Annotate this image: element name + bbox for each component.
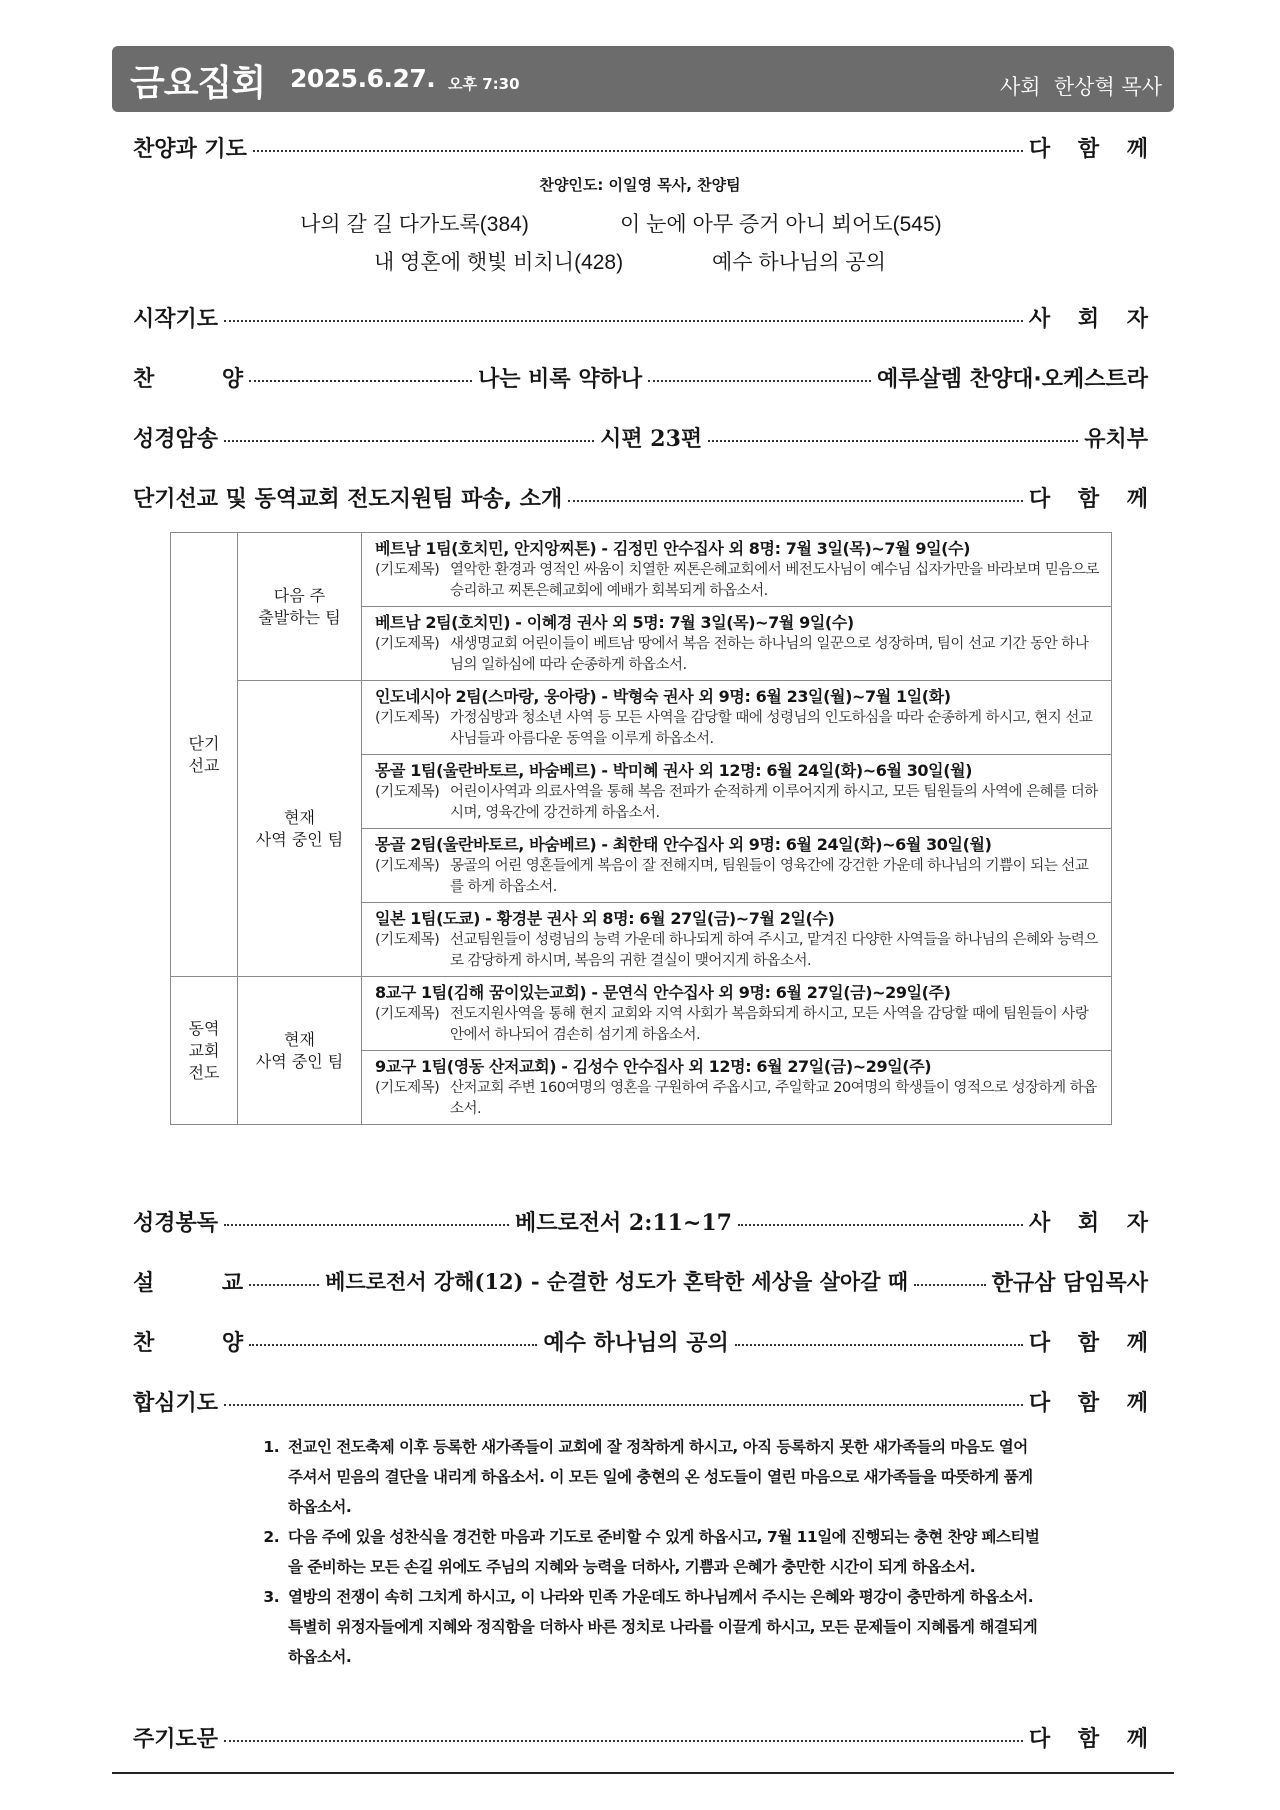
mission-team-cell: [362, 829, 1112, 903]
prayer-topic-list: [264, 1432, 1044, 1672]
song-line-2: [0, 246, 1280, 276]
prayer-text: 산저교회 주변 160여명의 영혼을 구원하여 주옵시고, 주일학교 20여명의 학생들이 영적으로 성장하게 하옵소서.: [450, 1079, 1097, 1117]
team-heading: 인도네시아 2팀(스마랑, 웅아랑) - 박형숙 권사 외 9명: 6월 23일(월)~7월 1일(화): [375, 686, 951, 706]
service-date: 2025.6.27.: [290, 64, 436, 93]
mission-team-row: [171, 533, 1112, 607]
order-middle: 시편 23편: [600, 425, 703, 452]
prayer-text: 새생명교회 어린이들이 베트남 땅에서 복음 전하는 하나님의 일꾼으로 성장하며, 팀이 선교 기간 동안 하나님의 일하심에 따라 순종하게 하옵소서.: [450, 635, 1089, 673]
prayer-topic: 1. 전교인 전도축제 이후 등록한 새가족들이 교회에 잘 정착하게 하시고, 아직 등록하지 못한 새가족들의 마음도 열어 주셔서 믿음의 결단을 내리게 하옵소서. 이 모든 일에 충현의 온 성도들이 열린 마음으로 새가족들을 따뜻하게 품게 하옵소서.: [284, 1432, 1044, 1522]
order-label: 주기도문: [133, 1726, 219, 1752]
team-heading: 베트남 1팀(호치민, 안지앙찌톤) - 김정민 안수집사 외 8명: 7월 3일(목)~7월 9일(수): [375, 538, 971, 558]
team-heading: 일본 1팀(도쿄) - 황경분 권사 외 8명: 6월 27일(금)~7월 2일(수): [375, 908, 835, 928]
prayer-tag: (기도제목): [375, 1079, 440, 1096]
team-prayer: [375, 856, 1101, 898]
team-prayer: [375, 1004, 1101, 1046]
mission-subgroup: 현재 사역 중인 팀: [238, 681, 362, 977]
team-prayer: [375, 634, 1101, 676]
song-title: 예수 하나님의 공의: [712, 251, 886, 274]
dotted-leader: [249, 380, 472, 382]
header-bar: [112, 46, 1174, 112]
order-right: 다 함 께: [1028, 1726, 1158, 1752]
mission-team-cell: [362, 977, 1112, 1051]
order-middle: 나는 비록 약하나: [478, 365, 643, 392]
team-heading: 몽골 2팀(울란바토르, 바숨베르) - 최한태 안수집사 외 9명: 6월 24일(화)~6월 30일(월): [375, 834, 992, 854]
mission-team-row: [171, 681, 1112, 755]
dotted-leader: [738, 1224, 1023, 1226]
order-lords-prayer: [133, 1720, 1158, 1754]
order-right: 유치부: [1084, 426, 1148, 452]
order-label: 합심기도: [133, 1390, 219, 1416]
prayer-topic: 3. 열방의 전쟁이 속히 그치게 하시고, 이 나라와 민족 가운데도 하나님께서 주시는 은혜와 평강이 충만하게 하옵소서. 특별히 위정자들에게 지혜와 정직함을 더하사 바른 정치로 나라를 이끌게 하시고, 모든 문제들이 지혜롭게 해결되게 하옵소서.: [284, 1582, 1044, 1672]
order-right: 한규삼 담임목사: [991, 1270, 1148, 1296]
mission-team-cell: [362, 533, 1112, 607]
prayer-text: 몽골의 어린 영혼들에게 복음이 잘 전해지며, 팀원들이 영육간에 강건한 가운데 하나님의 기쁨이 되는 선교를 하게 하옵소서.: [450, 857, 1089, 895]
order-right: 사 회 자: [1028, 1210, 1159, 1236]
dotted-leader: [224, 1224, 509, 1226]
order-right: 다 함 께: [1028, 136, 1158, 162]
mission-team-cell: [362, 607, 1112, 681]
dotted-leader: [253, 150, 1023, 152]
dotted-leader: [708, 440, 1078, 442]
team-prayer: [375, 560, 1101, 602]
order-label: 성경봉독: [133, 1210, 219, 1236]
prayer-text: 가정심방과 청소년 사역 등 모든 사역을 감당할 때에 성령님의 인도하심을 따라 순종하게 하시고, 현지 선교사님들과 아름다운 동역을 이루게 하옵소서.: [450, 709, 1093, 747]
dotted-leader: [568, 500, 1023, 502]
order-right: 사 회 자: [1028, 306, 1158, 332]
dotted-leader: [224, 440, 594, 442]
order-opening-prayer: [133, 300, 1158, 334]
dotted-leader: [224, 1740, 1023, 1742]
team-heading: 8교구 1팀(김해 꿈이있는교회) - 문연식 안수집사 외 9명: 6월 27일(금)~29일(주): [375, 982, 951, 1002]
prayer-tag: (기도제목): [375, 857, 440, 874]
order-recitation: [133, 420, 1148, 454]
mission-category: 단기 선교: [171, 533, 238, 977]
mission-subgroup: 현재 사역 중인 팀: [238, 977, 362, 1125]
dotted-leader: [648, 380, 871, 382]
order-scripture: [133, 1204, 1159, 1238]
mission-category: 동역 교회 전도: [171, 977, 238, 1125]
order-middle: 베드로전서 2:11~17: [514, 1209, 732, 1236]
song-title: 나의 갈 길 다가도록(384): [300, 213, 529, 236]
dotted-leader: [249, 1284, 319, 1286]
worship-leader: 찬양인도: 이일영 목사, 찬양팀: [539, 176, 741, 194]
prayer-text: 열악한 환경과 영적인 싸움이 치열한 찌톤은혜교회에서 베전도사님이 예수님 십자가만을 바라보며 믿음으로 승리하고 찌톤은혜교회에 예배가 회복되게 하옵소서.: [450, 561, 1099, 599]
prayer-tag: (기도제목): [375, 635, 440, 652]
team-prayer: [375, 1078, 1101, 1120]
order-right: 다 함 께: [1028, 1330, 1158, 1356]
team-heading: 9교구 1팀(영동 산저교회) - 김성수 안수집사 외 12명: 6월 27일(금)~29일(주): [375, 1056, 932, 1076]
prayer-tag: (기도제목): [375, 561, 440, 578]
dotted-leader: [224, 1404, 1023, 1406]
mission-team-table: [170, 532, 1112, 1125]
order-unison-prayer: [133, 1384, 1158, 1418]
order-middle: 베드로전서 강해(12) - 순결한 성도가 혼탁한 세상을 살아갈 때: [325, 1269, 909, 1294]
order-label: 단기선교 및 동역교회 전도지원팀 파송, 소개: [133, 486, 563, 512]
order-label: 찬 양: [133, 1330, 244, 1356]
mission-subgroup: 다음 주 출발하는 팀: [238, 533, 362, 681]
team-heading: 베트남 2팀(호치민) - 이혜경 권사 외 5명: 7월 3일(목)~7월 9일(수): [375, 612, 854, 632]
dotted-leader: [735, 1344, 1023, 1346]
bottom-rule: [112, 1772, 1174, 1774]
prayer-topic: 2. 다음 주에 있을 성찬식을 경건한 마음과 기도로 준비할 수 있게 하옵시고, 7월 11일에 진행되는 충현 찬양 페스티벌을 준비하는 모든 손길 위에도 주님의 지혜와 능력을 더하사, 기쁨과 은혜가 충만한 시간이 되게 하옵소서.: [284, 1522, 1044, 1582]
order-sending: [133, 480, 1158, 514]
team-prayer: [375, 708, 1101, 750]
team-heading: 몽골 1팀(울란바토르, 바숨베르) - 박미혜 권사 외 12명: 6월 24일(화)~6월 30일(월): [375, 760, 973, 780]
dotted-leader: [914, 1284, 986, 1286]
order-label: 찬양과 기도: [133, 136, 247, 162]
order-worship: [133, 130, 1158, 164]
prayer-tag: (기도제목): [375, 931, 440, 948]
prayer-text: 전도지원사역을 통해 현지 교회와 지역 사회가 복음화되게 하시고, 모든 사역을 감당할 때에 팀원들이 사랑 안에서 하나되어 겸손히 섬기게 하옵소서.: [450, 1005, 1089, 1043]
service-title: 금요집회: [130, 63, 266, 104]
prayer-tag: (기도제목): [375, 783, 440, 800]
order-middle: 예수 하나님의 공의: [543, 1329, 729, 1356]
mission-team-cell: [362, 903, 1112, 977]
prayer-tag: (기도제목): [375, 709, 440, 726]
prayer-text: 선교팀원들이 성령님의 능력 가운데 하나되게 하여 주시고, 맡겨진 다양한 사역들을 하나님의 은혜와 능력으로 감당하게 하시며, 복음의 귀한 결실이 맺어지게 하옵소서.: [450, 931, 1098, 969]
mission-team-cell: [362, 681, 1112, 755]
mission-team-cell: [362, 755, 1112, 829]
mission-team-cell: [362, 1051, 1112, 1125]
order-right: 예루살렘 찬양대·오케스트라: [876, 366, 1148, 392]
order-label: 시작기도: [133, 306, 219, 332]
order-hymn-1: [133, 360, 1148, 394]
order-label: 성경암송: [133, 426, 219, 452]
presider: 사회 한상혁 목사: [999, 75, 1162, 99]
mission-team-row: [171, 977, 1112, 1051]
team-prayer: [375, 930, 1101, 972]
order-label: 찬 양: [133, 366, 244, 392]
order-right: 다 함 께: [1028, 486, 1158, 512]
song-line-1: [0, 208, 1280, 238]
song-title: 이 눈에 아무 증거 아니 뵈어도(545): [620, 213, 942, 236]
order-hymn-2: [133, 1324, 1158, 1358]
song-title: 내 영혼에 햇빛 비치니(428): [374, 251, 624, 274]
order-label: 설 교: [133, 1270, 244, 1296]
order-sermon: [133, 1264, 1148, 1298]
prayer-text: 어린이사역과 의료사역을 통해 복음 전파가 순적하게 이루어지게 하시고, 모든 팀원들의 사역에 은혜를 더하시며, 영육간에 강건하게 하옵소서.: [450, 783, 1098, 821]
dotted-leader: [224, 320, 1023, 322]
dotted-leader: [249, 1344, 537, 1346]
team-prayer: [375, 782, 1101, 824]
service-time: 오후 7:30: [448, 75, 520, 93]
prayer-tag: (기도제목): [375, 1005, 440, 1022]
order-right: 다 함 께: [1028, 1390, 1158, 1416]
